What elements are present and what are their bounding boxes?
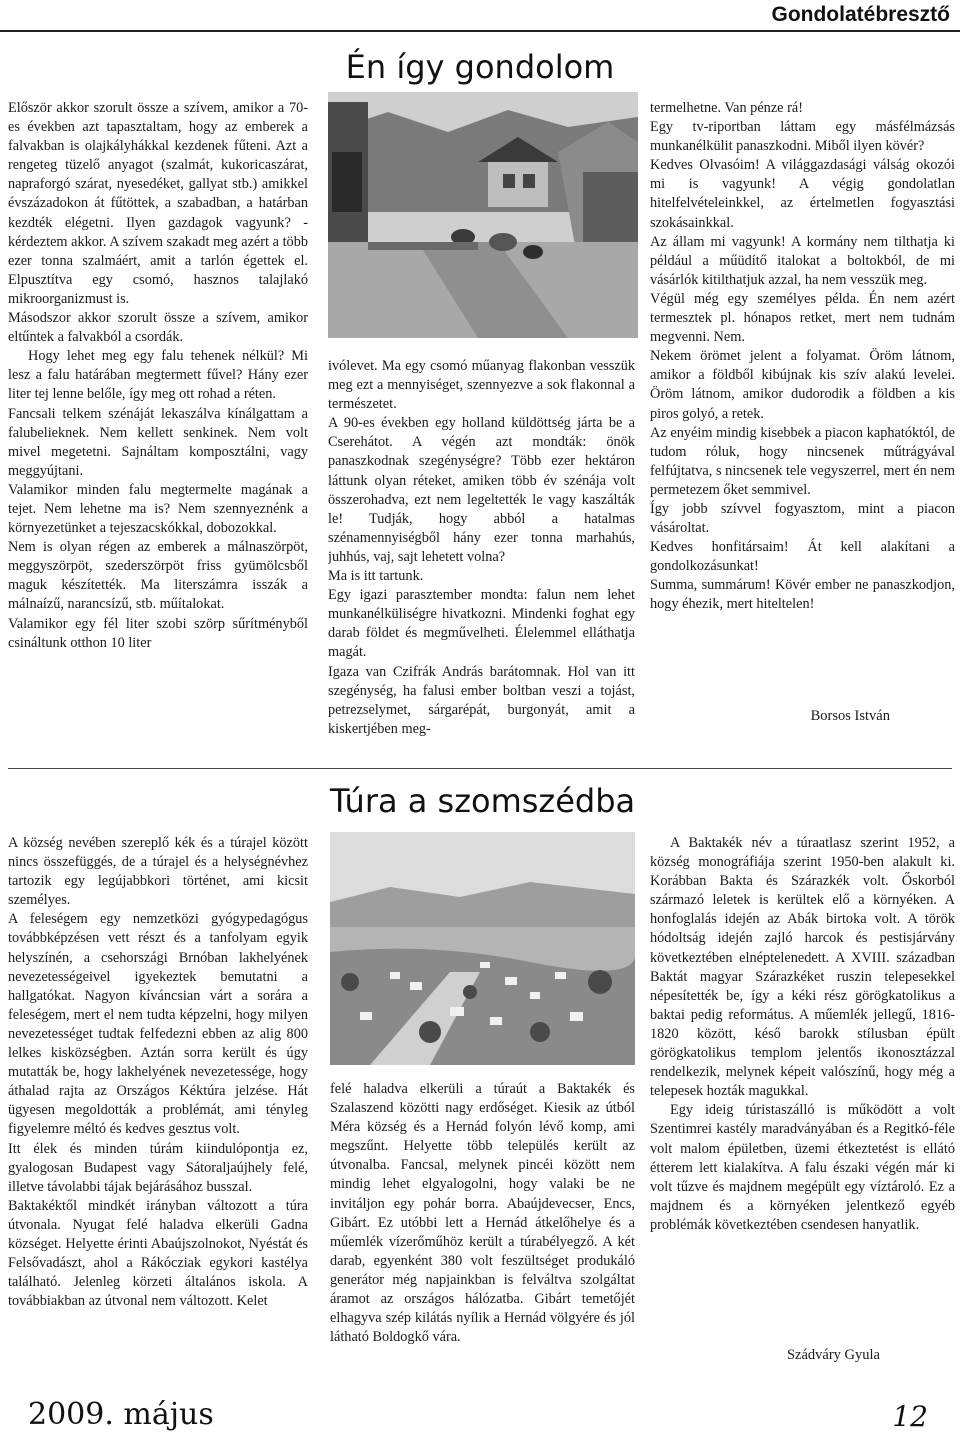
paragraph: Hogy lehet meg egy falu tehenek nélkül? Mi lesz a falu határában megtermett fűvel? Hány ezer liter tej lenne belőle, így meg ott rohad a réten.: [8, 348, 308, 403]
paragraph: Így jobb szívvel fogyasztom, mint a piacon vásároltat.: [650, 500, 955, 537]
paragraph: Igaza van Czifrák András barátomnak. Hol van itt szegénység, ha falusi ember boltban veszi a tojást, petrezselymet, sárgarépát, burgonyát, amit a kiskertjében meg-: [328, 663, 635, 737]
paragraph: A feleségem egy nemzetközi gyógypedagógus továbbképzésen vett részt és a tanfolyam egyik helyszínén, a csehországi Brnóban lakhelyének nevezetességeivel igyekeztek bemutatni a hallgatókat. Nagyon kíváncsian várt a sorára a feleségem, mert el nem tudta képzelni, hogy milyen nevezetességet tudtak felfedezni ebben az alig 800 lelkes kisközségben. Aztán sorra került és úgy mutatták be, hogy lakhelyének nevezetessége, hogy áthalad rajta az Országos Kéktúra jelzése. Hát ügyesen megoldották a problémát, ami tényleg figyelemre méltó és kedves gesztus volt.: [8, 911, 308, 1138]
paragraph: Egy ideig túristaszálló is működött a volt Szentimrei kastély maradványában és a Regitkó-féle volt malom épületben, üzemi étkeztetést is ellátó étterem lett kialakítva. A falu északi végén már ki volt tűzve és majdnem megépült egy víztároló. Ez a majdnem és a környéken jelentkező egyéb problémák következtében csendesen hanyatlik.: [650, 1102, 955, 1233]
header-rule: [0, 30, 960, 32]
paragraph: Valamikor minden falu megtermelte magának a tejet. Nem lehetne ma is? Nem szennyeznénk a környezetünket a tejeszacskókkal, dobozokkal.: [8, 481, 308, 537]
village-street-photo: [328, 92, 638, 338]
paragraph: Végül még egy személyes példa. Én nem azért termesztek pl. hónapos retket, mert nem tudnám megvenni. Nem.: [650, 290, 955, 346]
article2-column-3: [650, 834, 955, 1314]
paragraph: Először akkor szorult össze a szívem, amikor a 70-es években azt tapasztaltam, hogy az emberek a falvakban is olajkályhákkal kezdenek fűteni. Azt a rengeteg tüzelő anyagot (szalmát, kukoricaszárat, napraforgó szárat, nyesedéket, gallyat stb.) amikkel évszázadokon át fűtöttek, a szabadban, a határban kezdték elégetni. Ilyen gazdagok vagyunk? - kérdeztem akkor. A szívem szakadt meg azért a több ezer tonna szalmáért, amit a tarlón égettek el. Elpusztítva egy csomó, hasznos talajlakó mikroorganizmust is.: [8, 100, 308, 307]
paragraph: Baktakéktől mindkét irányban változott a túra útvonala. Nyugat felé haladva elkerüli Gadna községet. Helyette érinti Abaújszolnokot, Nyéstát és Felsővadászt, ahol a Rákócziak egykori kastélya található. Jelenleg körzeti általános iskola. A továbbiakban az útvonal nem változott. Kelet: [8, 1197, 308, 1310]
article-title-2: Túra a szomszédba: [329, 782, 636, 820]
aerial-village-photo: [330, 832, 635, 1065]
paragraph: Az enyéim mindig kisebbek a piacon kaphatóktól, de tudom róluk, hogy nincsenek műtrágyával felfújtatva, s nincsenek tele vegyszerrel, mert én nem permetezem őket semmivel.: [650, 424, 955, 498]
article2-signature: Szádváry Gyula: [786, 1347, 880, 1363]
article-title: Én így gondolom: [345, 48, 615, 86]
section-header: Gondolatébresztő: [771, 3, 950, 26]
paragraph: Nem is olyan régen az emberek a málnaszörpöt, meggyszörpöt, szederszörpöt friss gyümölcsből maguk készítették. Ma literszámra isszák a málnaízű, narancsízű, stb. műítalokat.: [8, 539, 308, 613]
paragraph: Kedves honfitársaim! Át kell alakítani a gondolkozásunkat!: [650, 539, 955, 575]
paragraph: Az állam mi vagyunk! A kormány nem tilthatja ki például a műüdítő italokat a boltokból, de mi vásárlók kitilthatjuk azzal, ha nem vesszük meg.: [650, 233, 955, 288]
paragraph: A község nevében szereplő kék és a túrajel között nincs összefüggés, de a túrajel és a helységnévhez tartozik egy legújabbkori történet, ami kicsit személyes.: [8, 835, 308, 909]
paragraph: Valamikor egy fél liter szobi szörp sűrítményből csináltunk otthon 10 liter: [8, 615, 308, 651]
article1-column-2: [328, 357, 635, 753]
paragraph: Ma is itt tartunk.: [328, 568, 424, 585]
issue-date: 2009. május: [28, 1397, 214, 1432]
article2-column-2: [330, 1080, 635, 1380]
paragraph: termelhetne. Van pénze rá!: [650, 100, 803, 116]
article1-signature: Borsos István: [810, 708, 890, 724]
article-separator: [8, 768, 952, 769]
paragraph: Fancsali telkem szénáját lekaszálva kínálgattam a falubelieknek. Nem kellett senkinek. Nem volt mivel megetetni. Sajnáltam komposztálni, vagy meggyújtani.: [8, 405, 308, 479]
paragraph: A Baktakék név a túraatlasz szerint 1952, a község monográfiája szerint 1950-ben alakult ki. Korábban Bakta és Szárazkék volt. Őskorból származó leletek is kerültek elő a környéken. A honfoglalás idején az Abák birtoka volt. A török hódoltság idején zajló harcok és pestisjárvány következtében elnéptelenedett. A XVIII. században Baktát magyar Szárazkéket ruszin telepesekkel népesítették be, így a kéki rész görögkatolikus a baktai pedig református. A műemlék jellegű, 1816-1820 között, késő barokk stílusban épült görögkatolikus templom jelentős ikonosztázzal rendelkezik, melynek képeit valószínű, hogy még a telepesek hozták magukkal.: [650, 835, 955, 1100]
paragraph: Egy tv-riportban láttam egy másfélmázsás munkanélkülit panaszkodni. Miből ilyen kövér?: [650, 119, 955, 155]
paragraph: ivólevet. Ma egy csomó műanyag flakonban vesszük meg ezt a mennyiséget, szennyezve a sok flakonnal a természetet.: [328, 358, 635, 413]
paragraph: Nekem örömet jelent a folyamat. Öröm látnom, amikor a földből kibújnak kis szív alakú levelei. Öröm látnom, amikor dudorodik a földben a kis piros golyó, a retek.: [650, 348, 955, 422]
paragraph: Egy igazi parasztember mondta: falun nem lehet munkanélküliségre hivatkozni. Mindenki foghat egy darab földet és megművelheti. Élelemmel elláthatja magát.: [328, 587, 635, 661]
page-number: 12: [892, 1400, 928, 1433]
paragraph: Kedves Olvasóim! A világgazdasági válság okozói mi is vagyunk! A végig gondolatlan hitelfelvételeinkkel, az értelmetlen fogyasztási szokásainkkal.: [650, 157, 955, 231]
paragraph: Summa, summárum! Kövér ember ne panaszkodjon, hogy éhezik, mert hiteltelen!: [650, 577, 955, 613]
paragraph: A 90-es években egy holland küldöttség járta be a Cserehátot. A végén azt mondták: önök panaszkodnak szegénységre? Több ezer hektáron láttunk olyan réteket, amiken több év szénája volt összerohadva, ezt nem legeltették le vagy kaszálták le! Tudják, hogy abból a hatalmas szénamennyiségből hány ezer tonna marhahús, juhhús, vaj, sajt lehetett volna?: [328, 415, 635, 565]
article2-column-1: [8, 834, 308, 1404]
article1-column-3: [650, 99, 955, 679]
paragraph: felé haladva elkerüli a túraút a Baktakék és Szalaszend közötti nagy erdőséget. Kiesik az útból Méra község és a Hernád folyón lévő komp, ami megszűnt. Helyette több település került az útvonalba. Fancsal, melynek pincéi között nem mindig lehet elgyalogolni, hogy valaki be ne invitáljon egy pohár borra. Abaújdevecser, Encs, Gibárt. Ez utóbbi lett a Hernád átkelőhelye és a műemlék vízerőműhöz került a túrabélyegző. A két darab, egyenként 380 volt feszültséget produkáló generátor még napjainkban is felváltva szolgáltat áramot az országos hálózatba. Gibárt temetőjét elhagyva szép kilátás nyílik a Hernád völgyére és jól látható Boldogkő vára.: [330, 1081, 635, 1346]
paragraph: Másodszor akkor szorult össze a szívem, amikor eltűntek a falvakból a csordák.: [8, 310, 308, 346]
paragraph: Itt élek és minden túrám kiindulópontja ez, gyalogosan Budapest vagy Sátoraljaújhely felé, illetve távolabbi tájak bejárásához busszal.: [8, 1140, 308, 1195]
article1-column-1: [8, 99, 308, 749]
